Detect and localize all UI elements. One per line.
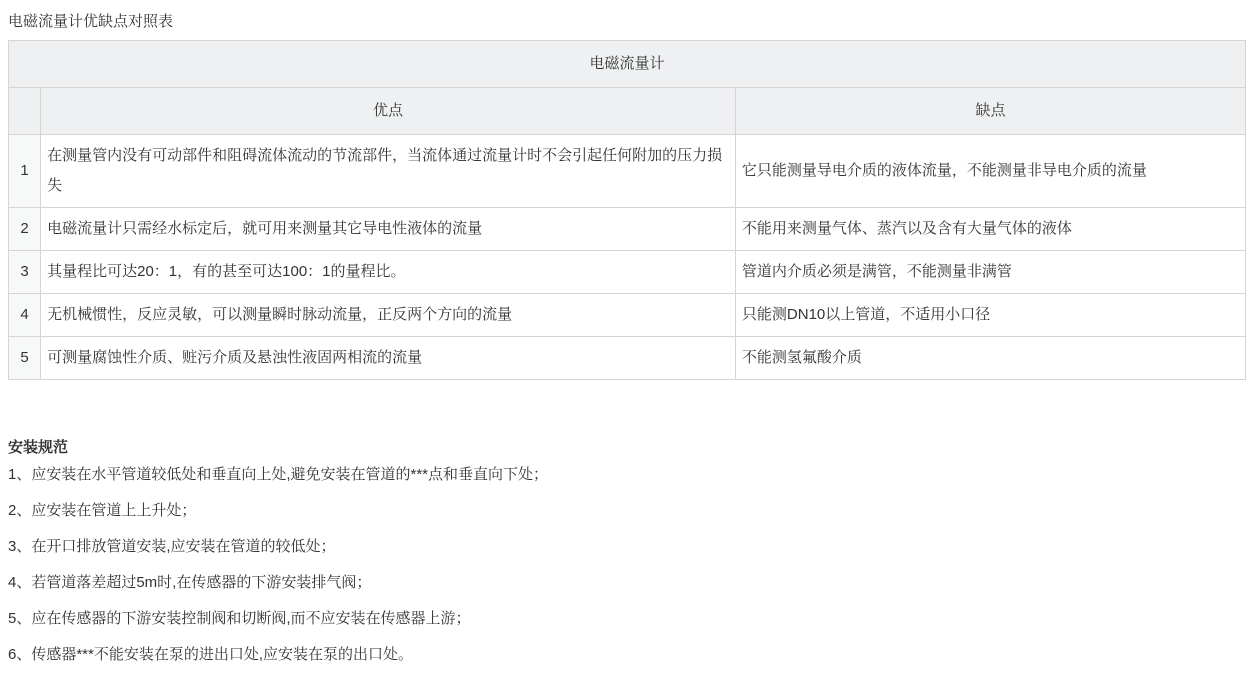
list-item: 1、应安装在水平管道较低处和垂直向上处,避免安装在管道的***点和垂直向下处；: [8, 466, 549, 483]
row-index: 1: [9, 135, 41, 208]
row-con-cell: 不能用来测量气体、蒸汽以及含有大量气体的液体: [735, 208, 1245, 251]
row-con-cell: 只能测DN10以上管道，不适用小口径: [735, 294, 1245, 337]
table-header-main-row: [9, 41, 1246, 88]
row-pro-cell: 可测量腐蚀性介质、赃污介质及悬浊性液固两相流的流量: [41, 337, 736, 380]
row-pro-cell: 在测量管内没有可动部件和阻碍流体流动的节流部件，当流体通过流量计时不会引起任何附加的压力损失: [41, 135, 736, 208]
row-con-cell: 不能测氢氟酸介质: [735, 337, 1245, 380]
list-item: 6、传感器***不能安装在泵的进出口处,应安装在泵的出口处。: [8, 646, 414, 663]
list-item: 4、若管道落差超过5m时,在传感器的下游安装排气阀；: [8, 574, 372, 591]
column-header-index: [9, 88, 41, 135]
table-header-row: [9, 88, 1246, 135]
list-item: 5、应在传感器的下游安装控制阀和切断阀,而不应安装在传感器上游；: [8, 610, 471, 627]
row-index: 3: [9, 251, 41, 294]
table-row: [9, 337, 1246, 380]
list-item: 2、应安装在管道上上升处；: [8, 502, 197, 519]
section-title: 安装规范: [8, 439, 69, 456]
row-con-cell: 它只能测量导电介质的液体流量，不能测量非导电介质的流量: [735, 135, 1245, 208]
row-pro-cell: 其量程比可达20：1，有的甚至可达100：1的量程比。: [41, 251, 736, 294]
column-header-pros: 优点: [41, 88, 736, 135]
row-con-cell: 管道内介质必须是满管，不能测量非满管: [735, 251, 1245, 294]
column-header-cons: 缺点: [735, 88, 1245, 135]
row-index: 4: [9, 294, 41, 337]
table-row: [9, 251, 1246, 294]
table-row: [9, 208, 1246, 251]
row-pro-cell: 电磁流量计只需经水标定后，就可用来测量其它导电性液体的流量: [41, 208, 736, 251]
row-pro-cell: 无机械惯性，反应灵敏，可以测量瞬时脉动流量，正反两个方向的流量: [41, 294, 736, 337]
table-row: [9, 294, 1246, 337]
list-item: 3、在开口排放管道安装,应安装在管道的较低处；: [8, 538, 336, 555]
comparison-table: [8, 40, 1246, 380]
table-main-header: 电磁流量计: [9, 41, 1246, 88]
row-index: 2: [9, 208, 41, 251]
page-title: 电磁流量计优缺点对照表: [8, 13, 174, 30]
table-row: [9, 135, 1246, 208]
installation-rules-list: [0, 457, 1252, 673]
row-index: 5: [9, 337, 41, 380]
